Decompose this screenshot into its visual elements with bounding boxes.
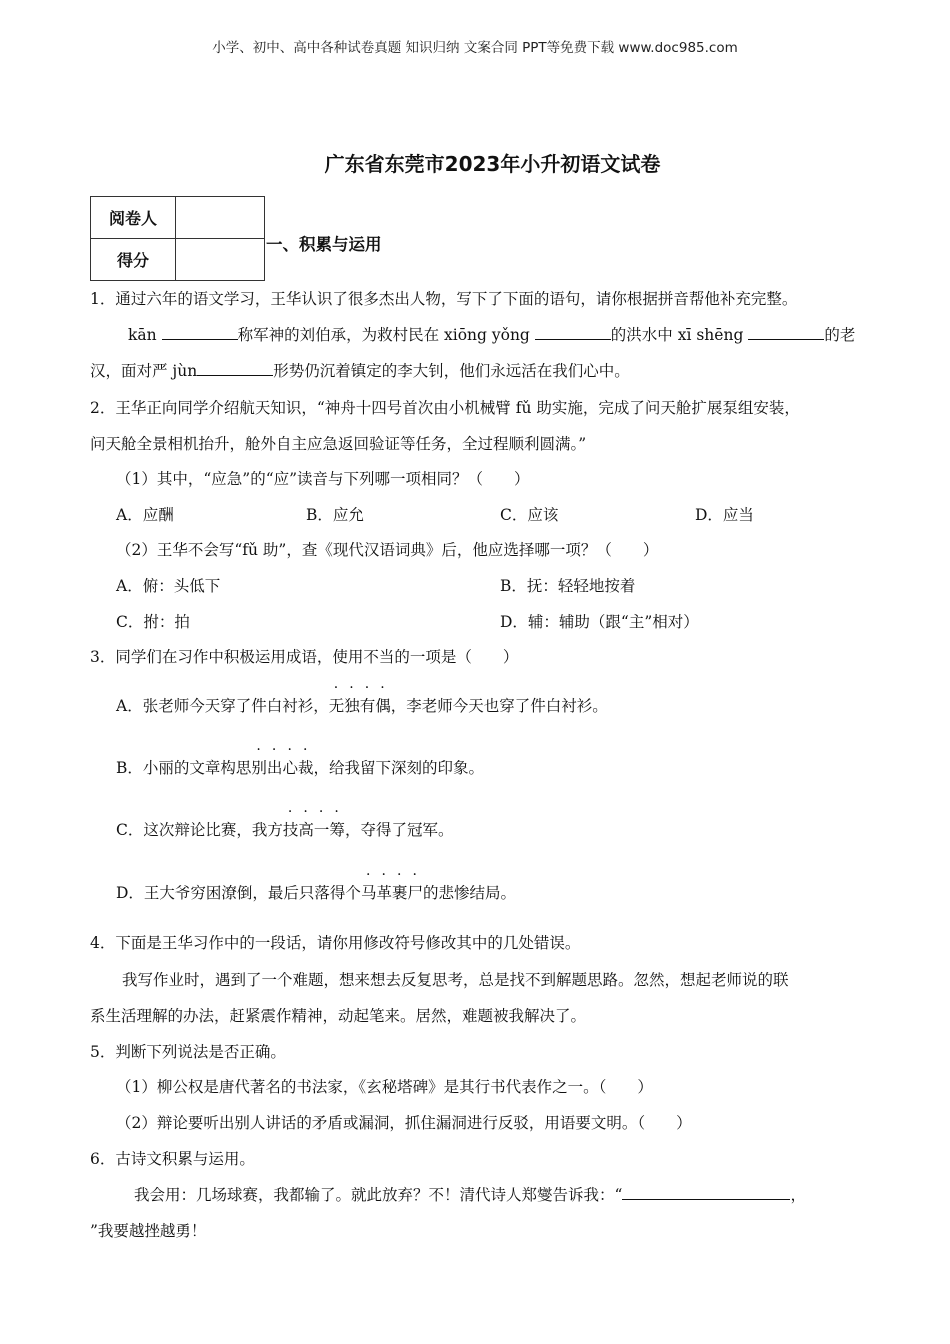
q6-stem: 6．古诗文积累与运用。	[90, 1150, 255, 1168]
q2-stem-1: 2．王华正向同学介绍航天知识，“神舟十四号首次由小机械臂 fǔ 助实施，完成了问天舱扩展泵组安装，	[90, 399, 800, 417]
dotted-char: 有	[359, 697, 376, 715]
dotted-char: 革	[376, 884, 392, 902]
score-table	[90, 196, 265, 281]
dotted-char: 别	[251, 759, 267, 777]
dotted-char: 筹	[329, 821, 345, 839]
q1-line1: kān 称军神的刘伯承，为救村民在 xiōng yǒng 的洪水中 xī shēng 的老	[128, 326, 856, 344]
blank-4[interactable]	[197, 361, 273, 376]
dotted-char: 裁	[297, 759, 314, 777]
score-cell	[176, 239, 265, 281]
dotted-idiom	[361, 884, 423, 902]
dotted-char: 马	[360, 884, 377, 902]
q1-line2: 汉，面对严 jùn 形势仍沉着镇定的李大钊，他们永远活在我们心中。	[90, 362, 630, 380]
q2-sub2-opt-d[interactable]: D．辅：辅助（跟“主”相对）	[500, 613, 699, 631]
q5-stem: 5．判断下列说法是否正确。	[90, 1043, 286, 1061]
dotted-char: 无	[328, 697, 345, 715]
q2-sub1-opt-b[interactable]: B．应允	[306, 506, 364, 524]
dotted-char: 高	[298, 821, 314, 839]
q1-stem: 1．通过六年的语文学习，王华认识了很多杰出人物，写下了下面的语句，请你根据拼音帮他补充完整。	[90, 290, 798, 308]
page-title: 广东省东莞市2023年小升初语文试卷	[324, 152, 661, 176]
blank-1[interactable]	[162, 325, 238, 340]
q3-opt-d[interactable]: D．王大爷穷困潦倒，最后只落得个马革裹尸的悲惨结局。	[116, 881, 516, 903]
dotted-char: 裹	[391, 884, 408, 902]
q4-stem: 4．下面是王华习作中的一段话，请你用修改符号修改其中的几处错误。	[90, 934, 581, 952]
q2-sub1-opt-d[interactable]: D．应当	[695, 506, 754, 524]
q6-line-2: ”我要越挫越勇！	[90, 1222, 207, 1240]
q2-sub1-opt-a[interactable]: A．应酬	[116, 506, 174, 524]
dotted-idiom	[329, 697, 391, 715]
q2-sub2-opt-b[interactable]: B．抚：轻轻地按着	[500, 577, 636, 595]
q3-stem: 3．同学们在习作中积极运用成语，使用不当的一项是（ ）	[90, 648, 519, 666]
dotted-char: 独	[344, 697, 360, 715]
poem-blank[interactable]	[622, 1185, 790, 1200]
dotted-char: 尸	[407, 884, 423, 902]
dotted-char: 心	[282, 759, 298, 777]
q2-stem-2: 问天舱全景相机抬升，舱外自主应急返回验证等任务，全过程顺利圆满。”	[90, 435, 587, 453]
q5-statement-1[interactable]: （1）柳公权是唐代著名的书法家，《玄秘塔碑》是其行书代表作之一。（ ）	[116, 1078, 653, 1096]
q3-opt-c[interactable]: C．这次辩论比赛，我方技高一筹，夺得了冠军。	[116, 818, 453, 840]
dotted-char: 技	[282, 821, 299, 839]
q2-sub1-opt-c[interactable]: C．应该	[500, 506, 559, 524]
q4-para-1: 我写作业时，遇到了一个难题，想来想去反复思考，总是找不到解题思路。忽然，想起老师说的联	[122, 971, 789, 989]
reviewer-label: 阅卷人	[91, 197, 176, 239]
blank-3[interactable]	[748, 325, 824, 340]
dotted-idiom	[283, 821, 345, 839]
dotted-idiom	[251, 759, 313, 777]
reviewer-cell	[176, 197, 265, 239]
q3-opt-b[interactable]: B．小丽的文章构思别出心裁，给我留下深刻的印象。	[116, 756, 484, 778]
page-header: 小学、初中、高中各种试卷真题 知识归纳 文案合同 PPT等免费下载 www.doc985.com	[212, 40, 738, 56]
dotted-char: 一	[313, 821, 330, 839]
q3-opt-a[interactable]: A．张老师今天穿了件白衬衫，无独有偶，李老师今天也穿了件白衬衫。	[116, 694, 608, 716]
section-heading: 一、积累与运用	[266, 235, 382, 254]
q2-sub2-opt-c[interactable]: C．拊：拍	[116, 613, 190, 631]
q2-sub1: （1）其中，“应急”的“应”读音与下列哪一项相同？（ ）	[116, 470, 530, 488]
dotted-char: 出	[266, 759, 283, 777]
q5-statement-2[interactable]: （2）辩论要听出别人讲话的矛盾或漏洞，抓住漏洞进行反驳，用语要文明。（ ）	[116, 1114, 692, 1132]
q2-sub2: （2）王华不会写“fǔ 助”，查《现代汉语词典》后，他应选择哪一项？（ ）	[116, 541, 659, 559]
dotted-char: 偶	[375, 697, 391, 715]
q2-sub2-opt-a[interactable]: A．俯：头低下	[116, 577, 221, 595]
q6-line-1: 我会用：几场球赛，我都输了。就此放弃？不！清代诗人郑燮告诉我：“ ，	[134, 1186, 806, 1204]
q4-para-2: 系生活理解的办法，赶紧震作精神，动起笔来。居然，难题被我解决了。	[90, 1007, 587, 1025]
score-label: 得分	[91, 239, 176, 281]
blank-2[interactable]	[535, 325, 611, 340]
